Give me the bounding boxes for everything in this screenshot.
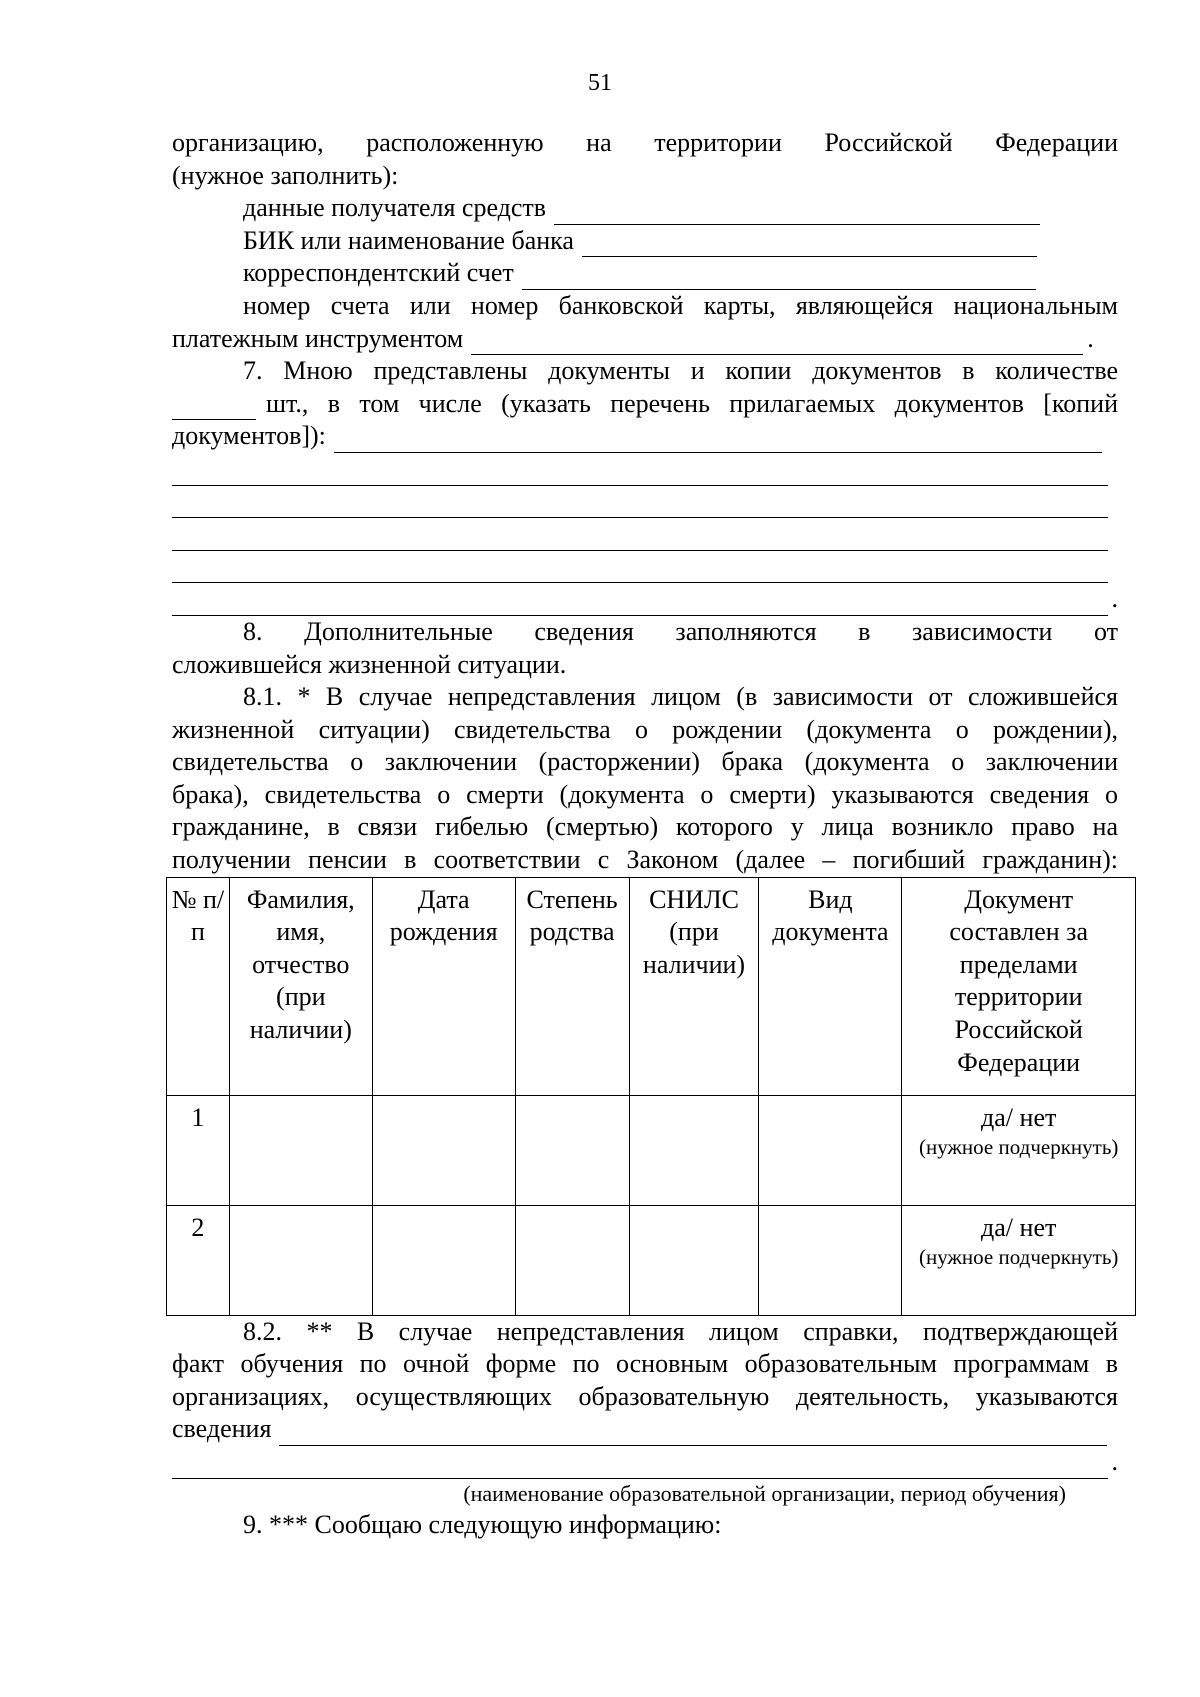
recipient-field bbox=[172, 192, 1118, 225]
cell-snils[interactable] bbox=[629, 1095, 759, 1205]
bik-field bbox=[172, 225, 1118, 258]
account-label: платежным инструментом bbox=[172, 323, 464, 353]
row-number: 1 bbox=[167, 1095, 230, 1205]
table-row bbox=[167, 1205, 1136, 1315]
education-info-last-row bbox=[172, 1446, 1118, 1479]
education-info-caption: (наименование образовательной организации, период обучения) bbox=[463, 1480, 1066, 1506]
documents-list-line-3[interactable] bbox=[172, 486, 1108, 519]
intro-line-2: (нужное заполнить): bbox=[172, 160, 399, 190]
header-relationship: Степень родства bbox=[515, 877, 629, 1095]
cell-issued-abroad[interactable] bbox=[902, 1205, 1136, 1315]
section7-count-row bbox=[172, 388, 1118, 421]
underline-note: (нужное подчеркнуть) bbox=[918, 1135, 1119, 1160]
cell-document-type[interactable] bbox=[759, 1095, 902, 1205]
cell-full-name[interactable] bbox=[229, 1205, 372, 1315]
cell-snils[interactable] bbox=[629, 1205, 759, 1315]
education-info-line-2[interactable] bbox=[172, 1446, 1108, 1479]
row-number: 2 bbox=[167, 1205, 230, 1315]
corr-account-label: корреспондентский счет bbox=[243, 258, 514, 288]
corr-account-input-line[interactable] bbox=[522, 267, 1036, 290]
cell-document-type[interactable] bbox=[759, 1205, 902, 1315]
section81-line-2: жизненной ситуации) свидетельства о рождении (документа о рождении), bbox=[172, 714, 1118, 744]
recipient-label: данные получателя средств bbox=[243, 193, 547, 223]
recipient-input-line[interactable] bbox=[554, 202, 1040, 225]
cell-birth-date[interactable] bbox=[372, 1205, 515, 1315]
underline-note: (нужное подчеркнуть) bbox=[918, 1245, 1119, 1270]
header-birth-date: Дата рождения bbox=[372, 877, 515, 1095]
section7-line-3: документов]): bbox=[172, 421, 326, 451]
header-snils: СНИЛС (при наличии) bbox=[629, 877, 759, 1095]
yes-no-option: да/ нет bbox=[981, 1212, 1057, 1242]
documents-list-line-4[interactable] bbox=[172, 518, 1108, 551]
cell-birth-date[interactable] bbox=[372, 1095, 515, 1205]
section82-line-3: организациях, осуществляющих образовательную деятельность, указываются bbox=[172, 1381, 1118, 1411]
section81-line-4: брака), свидетельства о смерти (документа о смерти) указываются сведения о bbox=[172, 779, 1118, 809]
section8-line-2: сложившейся жизненной ситуации. bbox=[172, 649, 567, 679]
corr-account-field bbox=[172, 257, 1118, 290]
cell-relationship[interactable] bbox=[515, 1205, 629, 1315]
education-info-end-mark: . bbox=[1111, 1447, 1118, 1477]
cell-full-name[interactable] bbox=[229, 1095, 372, 1205]
section8-line-1: 8. Дополнительные сведения заполняются в зависимости от bbox=[243, 616, 1118, 646]
documents-list-last-row bbox=[172, 583, 1118, 616]
table-header-row bbox=[167, 877, 1136, 1095]
account-line-1: номер счета или номер банковской карты, являющейся национальным bbox=[243, 290, 1118, 320]
account-input-line[interactable] bbox=[471, 332, 1083, 355]
page-number: 51 bbox=[588, 70, 612, 96]
section81-line-6: получении пенсии в соответствии с Законом (далее – погибший гражданин): bbox=[172, 845, 1118, 875]
cell-issued-abroad[interactable] bbox=[902, 1095, 1136, 1205]
bik-input-line[interactable] bbox=[582, 234, 1037, 257]
education-info-line-1[interactable] bbox=[279, 1423, 1107, 1446]
documents-list-line-2[interactable] bbox=[172, 453, 1108, 486]
header-issued-abroad: Документ составлен за пределами территории Российской Федерации bbox=[902, 877, 1136, 1095]
account-end-mark: . bbox=[1087, 323, 1094, 353]
section82-last-word: сведения bbox=[172, 1414, 272, 1444]
section81-line-5: гражданине, в связи гибелью (смертью) которого у лица возникло право на bbox=[172, 812, 1118, 842]
cell-relationship[interactable] bbox=[515, 1095, 629, 1205]
section81-line-3: свидетельства о заключении (расторжении) брака (документа о заключении bbox=[172, 747, 1118, 777]
section7-list-row bbox=[172, 420, 1118, 453]
document-content bbox=[172, 127, 1118, 1541]
intro-line-1: организацию, расположенную на территории Российской Федерации bbox=[172, 128, 1118, 157]
education-info-row bbox=[172, 1413, 1118, 1446]
section82-line-1: 8.2. ** В случае непредставления лицом справки, подтверждающей bbox=[243, 1316, 1118, 1346]
documents-list-line-6[interactable] bbox=[172, 583, 1108, 616]
header-full-name: Фамилия, имя, отчество (при наличии) bbox=[229, 877, 372, 1095]
deceased-citizen-table bbox=[166, 877, 1136, 1316]
table-row bbox=[167, 1095, 1136, 1205]
section81-line-1: 8.1. * В случае непредставления лицом (в зависимости от сложившейся bbox=[243, 682, 1118, 712]
header-document-type: Вид документа bbox=[759, 877, 902, 1095]
account-field bbox=[172, 323, 1118, 356]
documents-list-end-mark: . bbox=[1111, 584, 1118, 614]
documents-list-line-1[interactable] bbox=[334, 430, 1102, 453]
header-number: № п/п bbox=[167, 877, 230, 1095]
yes-no-option: да/ нет bbox=[981, 1102, 1057, 1132]
section82-line-2: факт обучения по очной форме по основным образовательным программам в bbox=[172, 1349, 1118, 1379]
documents-list-line-5[interactable] bbox=[172, 551, 1108, 584]
section7-line-2: шт., в том числе (указать перечень прилагаемых документов [копий bbox=[266, 388, 1118, 418]
document-count-input[interactable] bbox=[172, 397, 256, 420]
section7-line-1: 7. Мною представлены документы и копии документов в количестве bbox=[243, 356, 1118, 386]
bik-label: БИК или наименование банка bbox=[243, 225, 574, 255]
section9-line: 9. *** Сообщаю следующую информацию: bbox=[243, 1509, 722, 1539]
